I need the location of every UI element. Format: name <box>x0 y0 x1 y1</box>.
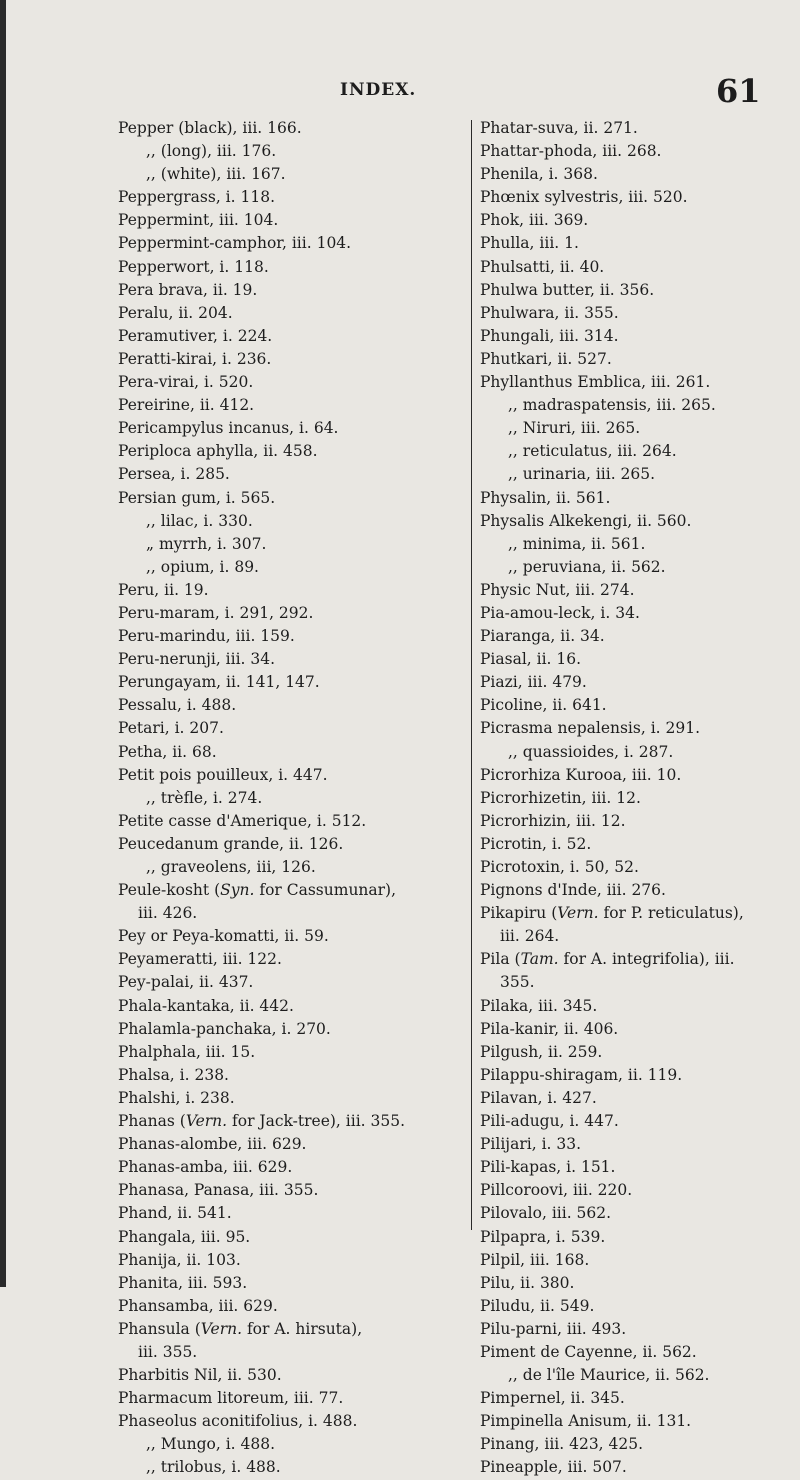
index-entry: Pera-virai, i. 520. <box>118 373 254 392</box>
index-entry: Peppermint, iii. 104. <box>118 211 279 230</box>
index-entry: Phulla, iii. 1. <box>480 234 579 253</box>
index-entry: Phok, iii. 369. <box>480 211 589 230</box>
index-entry: Peramutiver, i. 224. <box>118 326 273 345</box>
index-entry: ,, (long), iii. 176. <box>146 142 277 161</box>
index-entry: Peyameratti, iii. 122. <box>118 950 282 969</box>
index-entry: Phanita, iii. 593. <box>118 1273 248 1292</box>
index-entry: Pilu, ii. 380. <box>480 1273 575 1292</box>
index-entry: ,, trilobus, i. 488. <box>146 1458 281 1477</box>
index-entry: Physalin, ii. 561. <box>480 488 611 507</box>
index-entry: ,, Niruri, iii. 265. <box>508 419 641 438</box>
index-entry: Phansula (Vern. for A. hirsuta), <box>118 1319 363 1338</box>
index-entry: Pey-palai, ii. 437. <box>118 973 254 992</box>
index-entry: Picrorhizetin, iii. 12. <box>480 788 641 807</box>
index-entry: iii. 355. <box>138 1342 198 1361</box>
index-entry: Petite casse d'Amerique, i. 512. <box>118 811 367 830</box>
index-entry: Pignons d'Inde, iii. 276. <box>480 881 666 900</box>
page-number: 61 <box>716 72 761 110</box>
index-entry: Piasal, ii. 16. <box>480 650 582 669</box>
index-entry: ,, madraspatensis, iii. 265. <box>508 396 716 415</box>
index-entry: Pimpinella Anisum, ii. 131. <box>480 1412 692 1431</box>
index-entry: Picoline, ii. 641. <box>480 696 607 715</box>
index-entry: Periploca aphylla, ii. 458. <box>118 442 318 461</box>
index-entry: Petari, i. 207. <box>118 719 224 738</box>
index-entry: Physalis Alkekengi, ii. 560. <box>480 511 692 530</box>
index-entry: Pili-kapas, i. 151. <box>480 1158 616 1177</box>
index-entry: Peralu, ii. 204. <box>118 303 233 322</box>
index-entry: ,, trèfle, i. 274. <box>146 788 263 807</box>
index-entry: Pineapple, iii. 507. <box>480 1458 627 1477</box>
index-entry: Pilijari, i. 33. <box>480 1135 582 1154</box>
index-entry: Pharbitis Nil, ii. 530. <box>118 1366 282 1385</box>
index-entry: Phalsa, i. 238. <box>118 1065 229 1084</box>
index-entry: Pila-kanir, ii. 406. <box>480 1019 619 1038</box>
index-entry: Phanas-amba, iii. 629. <box>118 1158 293 1177</box>
index-entry: Pimpernel, ii. 345. <box>480 1389 625 1408</box>
index-entry: Phalshi, i. 238. <box>118 1088 235 1107</box>
index-entry: Picrotin, i. 52. <box>480 834 592 853</box>
index-entry: Phyllanthus Emblica, iii. 261. <box>480 373 711 392</box>
column-divider <box>471 120 472 1230</box>
index-entry: Pia-amou-leck, i. 34. <box>480 603 640 622</box>
index-entry: Pepper (black), iii. 166. <box>118 119 302 137</box>
index-entry: Pillcoroovi, iii. 220. <box>480 1181 633 1200</box>
index-entry: Picrasma nepalensis, i. 291. <box>480 719 701 738</box>
index-entry: Persea, i. 285. <box>118 465 230 484</box>
index-entry: Perungayam, ii. 141, 147. <box>118 673 320 692</box>
index-entry: ,, urinaria, iii. 265. <box>508 465 656 484</box>
index-entry: Physic Nut, iii. 274. <box>480 580 635 599</box>
index-entry: Phenila, i. 368. <box>480 165 598 184</box>
index-entry: Persian gum, i. 565. <box>118 488 276 507</box>
index-entry: Pharmacum litoreum, iii. 77. <box>118 1389 344 1408</box>
index-entry: Peule-kosht (Syn. for Cassumunar), <box>118 881 397 900</box>
index-entry: Phulwara, ii. 355. <box>480 303 619 322</box>
page-header <box>0 72 800 112</box>
index-entry: ,, reticulatus, iii. 264. <box>508 442 677 461</box>
index-entry: Phulsatti, ii. 40. <box>480 257 605 276</box>
index-entry: ,, (white), iii. 167. <box>146 165 286 184</box>
running-title: INDEX. <box>340 80 417 100</box>
index-entry: Pey or Peya-komatti, ii. 59. <box>118 927 329 946</box>
index-entry: Petit pois pouilleux, i. 447. <box>118 765 328 784</box>
index-entry: Pepperwort, i. 118. <box>118 257 269 276</box>
index-entry: Piment de Cayenne, ii. 562. <box>480 1342 697 1361</box>
index-entry: Pericampylus incanus, i. 64. <box>118 419 339 438</box>
index-entry: Pessalu, i. 488. <box>118 696 237 715</box>
index-entry: Pilu-parni, iii. 493. <box>480 1319 627 1338</box>
index-entry: Phala-kantaka, ii. 442. <box>118 996 294 1015</box>
index-entry: Pilavan, i. 427. <box>480 1088 597 1107</box>
index-entry: iii. 426. <box>138 904 198 923</box>
index-entry: Picrorhizin, iii. 12. <box>480 811 626 830</box>
index-entry: Pera brava, ii. 19. <box>118 280 258 299</box>
index-entry: Peppergrass, i. 118. <box>118 188 275 207</box>
index-entry: Phutkari, ii. 527. <box>480 349 612 368</box>
index-entry: Pilpil, iii. 168. <box>480 1250 590 1269</box>
index-entry: Phanija, ii. 103. <box>118 1250 241 1269</box>
index-entry: Pinang, iii. 423, 425. <box>480 1435 644 1454</box>
index-entry: Pilappu-shiragam, ii. 119. <box>480 1065 683 1084</box>
index-entry: Pikapiru (Vern. for P. reticulatus), <box>480 904 744 923</box>
index-entry: Peru, ii. 19. <box>118 580 209 599</box>
index-entry: Peru-nerunji, iii. 34. <box>118 650 276 669</box>
index-entry: Pilgush, ii. 259. <box>480 1042 603 1061</box>
index-entry: 355. <box>500 973 535 992</box>
index-entry: ,, de l'île Maurice, ii. 562. <box>508 1366 710 1385</box>
index-entry: ,, peruviana, ii. 562. <box>508 557 666 576</box>
index-entry: Piludu, ii. 549. <box>480 1296 595 1315</box>
index-entry: Phanas (Vern. for Jack-tree), iii. 355. <box>118 1112 406 1131</box>
index-entry: Phalamla-panchaka, i. 270. <box>118 1019 331 1038</box>
index-entry: Petha, ii. 68. <box>118 742 217 761</box>
index-entry: Phand, ii. 541. <box>118 1204 232 1223</box>
index-entry: Phaseolus aconitifolius, i. 488. <box>118 1412 358 1431</box>
index-entry: Phanas-alombe, iii. 629. <box>118 1135 307 1154</box>
index-entry: Phulwa butter, ii. 356. <box>480 280 655 299</box>
index-entry: Phansamba, iii. 629. <box>118 1296 278 1315</box>
index-entry: Pilovalo, iii. 562. <box>480 1204 612 1223</box>
index-entry: Peppermint-camphor, iii. 104. <box>118 234 352 253</box>
index-entry: „ myrrh, i. 307. <box>146 534 267 553</box>
right-index-column <box>480 117 790 1480</box>
index-entry: ,, minima, ii. 561. <box>508 534 646 553</box>
index-entry: Peru-marindu, iii. 159. <box>118 627 295 646</box>
index-entry: Picrotoxin, i. 50, 52. <box>480 858 639 876</box>
index-entry: Pereirine, ii. 412. <box>118 396 255 415</box>
index-entry: ,, quassioides, i. 287. <box>508 742 674 761</box>
index-entry: Phanasa, Panasa, iii. 355. <box>118 1181 319 1200</box>
index-entry: iii. 264. <box>500 927 560 946</box>
page-edge-shadow <box>0 0 6 1287</box>
index-entry: ,, graveolens, iii, 126. <box>146 858 316 876</box>
index-entry: Piazi, iii. 479. <box>480 673 587 692</box>
index-entry: Phangala, iii. 95. <box>118 1227 251 1246</box>
index-entry: Phattar-phoda, iii. 268. <box>480 142 662 161</box>
index-entry: Phungali, iii. 314. <box>480 326 619 345</box>
index-entry: Phalphala, iii. 15. <box>118 1042 256 1061</box>
index-entry: Pilpapra, i. 539. <box>480 1227 606 1246</box>
index-entry: Peru-maram, i. 291, 292. <box>118 603 314 622</box>
index-entry: ,, Mungo, i. 488. <box>146 1435 276 1454</box>
index-entry: Piaranga, ii. 34. <box>480 627 605 646</box>
index-entry: ,, lilac, i. 330. <box>146 511 253 530</box>
index-entry: Peratti-kirai, i. 236. <box>118 349 272 368</box>
index-entry: Pili-adugu, i. 447. <box>480 1112 619 1131</box>
index-entry: Pilaka, iii. 345. <box>480 996 598 1015</box>
index-entry: Peucedanum grande, ii. 126. <box>118 834 344 853</box>
index-entry: Picrorhiza Kurooa, iii. 10. <box>480 765 682 784</box>
index-entry: Pila (Tam. for A. integrifolia), iii. <box>480 950 735 969</box>
index-entry: ,, opium, i. 89. <box>146 557 259 576</box>
index-entry: Phœnix sylvestris, iii. 520. <box>480 188 688 207</box>
index-entry: Phatar-suva, ii. 271. <box>480 119 638 137</box>
